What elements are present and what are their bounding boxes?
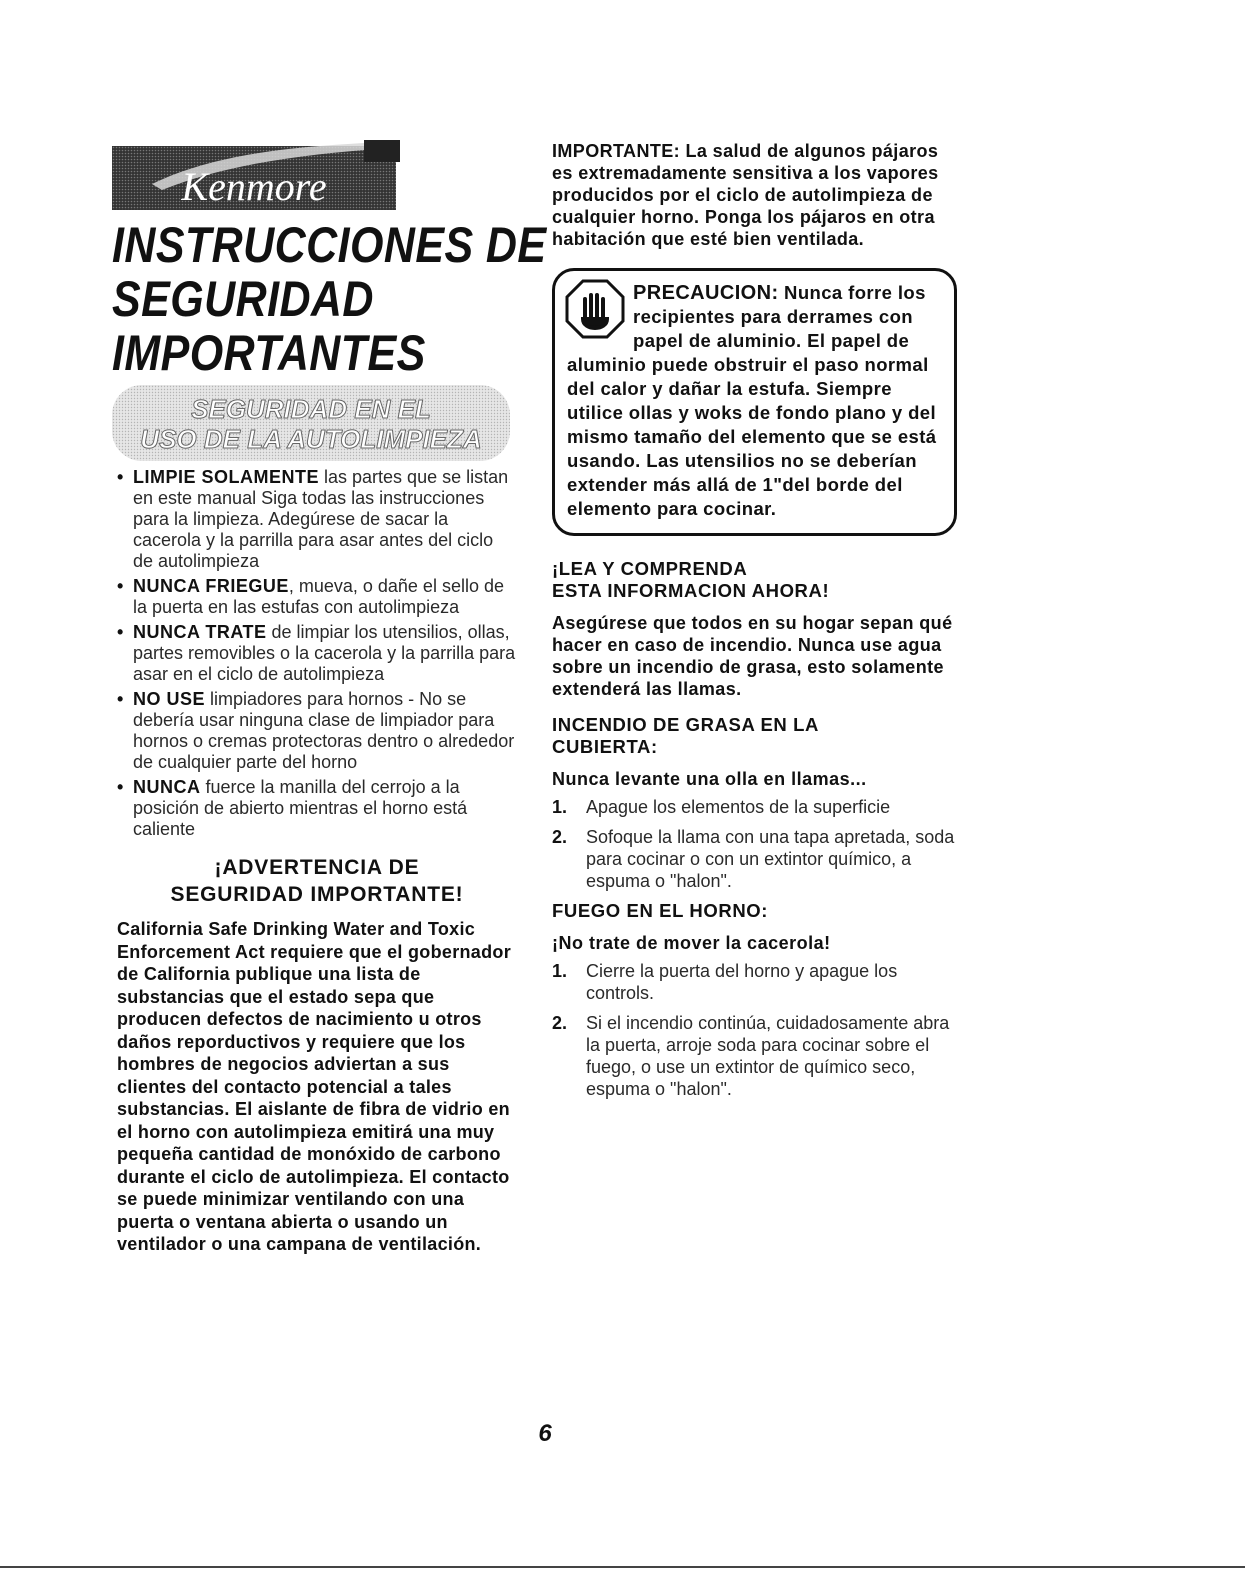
grasa-subheading: Nunca levante una olla en llamas... xyxy=(552,769,867,789)
heading-line: CUBIERTA: xyxy=(552,736,658,757)
precaucion-box xyxy=(552,268,957,536)
cleaning-bullet-list xyxy=(117,467,517,840)
step-number: 1. xyxy=(552,961,568,981)
page-number: 6 xyxy=(538,1420,552,1447)
list-item xyxy=(117,622,517,685)
list-item xyxy=(552,796,957,818)
title-line: IMPORTANTES xyxy=(112,325,426,381)
bullet-lead: NO USE xyxy=(133,689,206,709)
horno-heading: FUEGO EN EL HORNO: xyxy=(552,900,769,921)
bullet-text: las partes que se listan en este manual Siga todas las instrucciones para la limpieza. Adegúrese de sacar la cacerola y la parrilla para asar antes del ciclo de autolimpieza xyxy=(133,467,509,571)
advertencia-body: California Safe Drinking Water and Toxic Enforcement Act requiere que el gobernador de California publique una lista de substancias que el estado sepa que producen defectos de nacimiento u otros daños reporductivos y requiere que los hombres de negocios adviertan a sus clientes del contacto potencial a tales substancias. El aislante de fibra de vidrio en el horno con autolimpieza emitirá una muy pequeña cantidad de monóxido de carbono durante el ciclo de autolimpieza. El contacto se puede minimizar ventilando con una puerta o ventana abierta o usando un ventilador o una campana de ventilación. xyxy=(117,919,512,1254)
bullet-text: limpiadores para hornos - No se debería usar ninguna clase de limpiador para hornos o cremas protectoras dentro o alrededor de cualquier parte del horno xyxy=(133,689,515,772)
step-number: 1. xyxy=(552,797,568,817)
kenmore-logo xyxy=(112,140,404,214)
stop-hand-icon xyxy=(565,279,625,341)
title-line: SEGURIDAD xyxy=(112,271,374,327)
bottom-divider xyxy=(0,1566,1245,1568)
step-text: Sofoque la llama con una tapa apretada, soda para cocinar o con un extintor químico, a espuma o "halon". xyxy=(586,827,955,891)
right-column xyxy=(552,140,957,1108)
list-item xyxy=(552,960,957,1004)
heading-line: ¡LEA Y COMPRENDA xyxy=(552,558,748,579)
heading-line: ESTA INFORMACION AHORA! xyxy=(552,580,830,601)
step-number: 2. xyxy=(552,827,568,847)
advertencia-heading xyxy=(117,854,517,908)
list-item xyxy=(117,689,517,773)
page-title xyxy=(112,217,547,381)
banner-line-2: USO DE LA AUTOLIMPIEZA xyxy=(140,424,482,454)
list-item xyxy=(552,826,957,892)
list-item xyxy=(117,576,517,618)
left-column xyxy=(117,467,517,1256)
bullet-lead: NUNCA xyxy=(133,777,201,797)
banner-line-1: SEGURIDAD EN EL xyxy=(191,394,431,424)
grasa-steps xyxy=(552,796,957,892)
grasa-heading xyxy=(552,714,957,758)
importante-paragraph: IMPORTANTE: La salud de algunos pájaros es extremadamente sensitiva a los vapores producidos por el ciclo de autolimpieza de cualquier horno. Ponga los pájaros en otra habitación que esté bien ventilada. xyxy=(552,141,939,249)
title-line: INSTRUCCIONES DE xyxy=(112,217,547,273)
bullet-text: de limpiar los utensilios, ollas, partes removibles o la cacerola y la parrilla para asar en el ciclo de autolimpieza xyxy=(133,622,516,684)
section-banner xyxy=(112,385,510,461)
list-item xyxy=(552,1012,957,1100)
precaucion-label: PRECAUCION: xyxy=(633,282,779,304)
step-number: 2. xyxy=(552,1013,568,1033)
list-item xyxy=(117,467,517,572)
list-item xyxy=(117,777,517,840)
horno-steps xyxy=(552,960,957,1100)
lea-body: Asegúrese que todos en su hogar sepan qué hacer en caso de incendio. Nunca use agua sobre un incendio de grasa, esto solamente extenderá las llamas. xyxy=(552,613,953,699)
step-text: Apague los elementos de la superficie xyxy=(586,797,891,817)
bullet-lead: NUNCA TRATE xyxy=(133,622,267,642)
precaucion-body: Nunca forre los recipientes para derrames con papel de aluminio. El papel de aluminio puede obstruir el paso normal del calor y dañar la estufa. Siempre utilice ollas y woks de fondo plano y del mismo tamaño del elemento que se está usando. Las utensilios no se deberían extender más allá de 1"del borde del elemento para cocinar. xyxy=(567,282,937,519)
bullet-lead: LIMPIE SOLAMENTE xyxy=(133,467,320,487)
bullet-lead: NUNCA FRIEGUE xyxy=(133,576,289,596)
heading-line: ¡ADVERTENCIA DE xyxy=(214,856,420,879)
lea-heading xyxy=(552,558,957,602)
step-text: Cierre la puerta del horno y apague los controls. xyxy=(586,961,898,1003)
heading-line: INCENDIO DE GRASA EN LA xyxy=(552,714,819,735)
bullet-text: , mueva, o dañe el sello de la puerta en las estufas con autolimpieza xyxy=(133,576,504,617)
horno-subheading: ¡No trate de mover la cacerola! xyxy=(552,933,831,953)
step-text: Si el incendio continúa, cuidadosamente abra la puerta, arroje soda para cocinar sobre el fuego, o use un extintor de químico seco, espuma o "halon". xyxy=(586,1013,950,1099)
heading-line: SEGURIDAD IMPORTANTE! xyxy=(170,883,464,906)
bullet-text: fuerce la manilla del cerrojo a la posición de abierto mientras el horno está caliente xyxy=(133,777,468,839)
kenmore-logo-text: Kenmore xyxy=(181,164,327,209)
